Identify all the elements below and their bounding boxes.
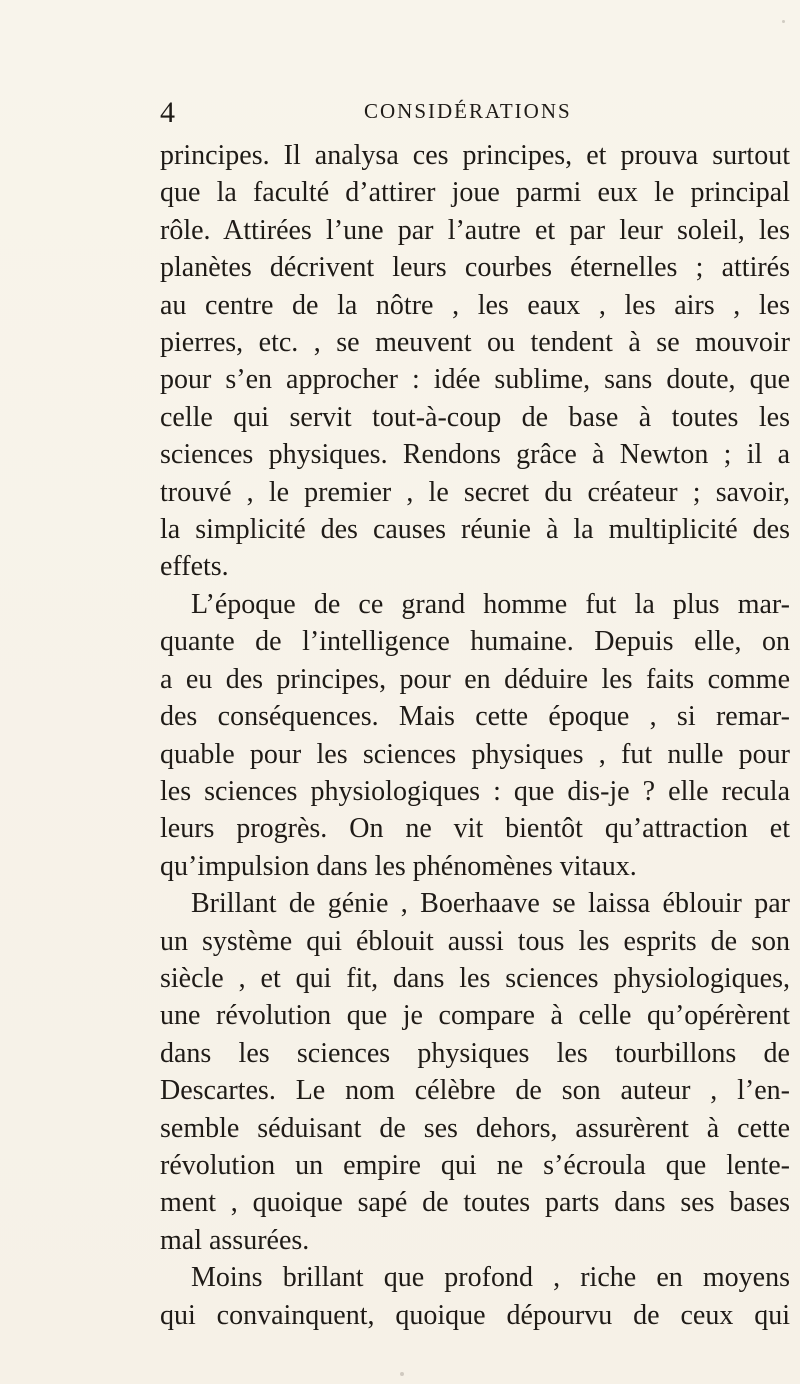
text-line: a eu des principes, pour en déduire les faits comme (160, 663, 790, 695)
text-line: que la faculté d’attirer joue parmi eux le principal (160, 177, 790, 209)
text-line: mal assurées. (160, 1224, 310, 1256)
text-line: quable pour les sciences physiques , fut nulle pour (160, 738, 790, 770)
text-line: principes. Il analysa ces principes, et prouva surtout (160, 140, 790, 171)
text-line: qui convainquent, quoique dépourvu de ceux qui (160, 1299, 790, 1331)
text-line: un système qui éblouit aussi tous les esprits de son (160, 925, 790, 957)
paper-speck (782, 20, 785, 23)
text-line: celle qui servit tout-à-coup de base à toutes les (160, 401, 790, 433)
text-line: siècle , et qui fit, dans les sciences physiologiques, (160, 962, 790, 994)
text-line: révolution un empire qui ne s’écroula que lente- (160, 1149, 790, 1181)
text-line: rôle. Attirées l’une par l’autre et par leur soleil, les (160, 214, 790, 246)
text-line: une révolution que je compare à celle qu’opérèrent (160, 1000, 790, 1032)
text-line: planètes décrivent leurs courbes éternelles ; attirés (160, 252, 790, 284)
text-line: ment , quoique sapé de toutes parts dans ses bases (160, 1187, 790, 1219)
text-line: leurs progrès. On ne vit bientôt qu’attraction et (160, 813, 790, 845)
body-text (160, 137, 790, 1367)
running-head: CONSIDÉRATIONS (364, 99, 572, 123)
page-number: 4 (160, 96, 175, 129)
text-line: qu’impulsion dans les phénomènes vitaux. (160, 850, 637, 882)
page-header (160, 95, 800, 131)
text-line: Brillant de génie , Boerhaave se laissa éblouir par (191, 888, 790, 920)
text-line: la simplicité des causes réunie à la multiplicité des (160, 514, 790, 546)
paper-speck (400, 1372, 404, 1376)
text-line: dans les sciences physiques les tourbillons de (160, 1037, 790, 1069)
text-line: quante de l’intelligence humaine. Depuis elle, on (160, 626, 790, 658)
text-line: pour s’en approcher : idée sublime, sans doute, que (160, 364, 790, 396)
text-line: L’époque de ce grand homme fut la plus mar- (191, 588, 790, 620)
text-line: semble séduisant de ses dehors, assurèrent à cette (160, 1112, 790, 1144)
text-line: des conséquences. Mais cette époque , si remar- (160, 701, 790, 733)
text-line: les sciences physiologiques : que dis-je ? elle recula (160, 775, 790, 807)
text-line: effets. (160, 551, 229, 583)
text-line: trouvé , le premier , le secret du créateur ; savoir, (160, 476, 790, 508)
text-line: sciences physiques. Rendons grâce à Newton ; il a (160, 439, 790, 471)
text-line: Descartes. Le nom célèbre de son auteur , l’en- (160, 1075, 790, 1107)
text-line: pierres, etc. , se meuvent ou tendent à se mouvoir (160, 327, 790, 359)
text-line: au centre de la nôtre , les eaux , les airs , les (160, 289, 790, 321)
text-line: Moins brillant que profond , riche en moyens (191, 1262, 790, 1294)
